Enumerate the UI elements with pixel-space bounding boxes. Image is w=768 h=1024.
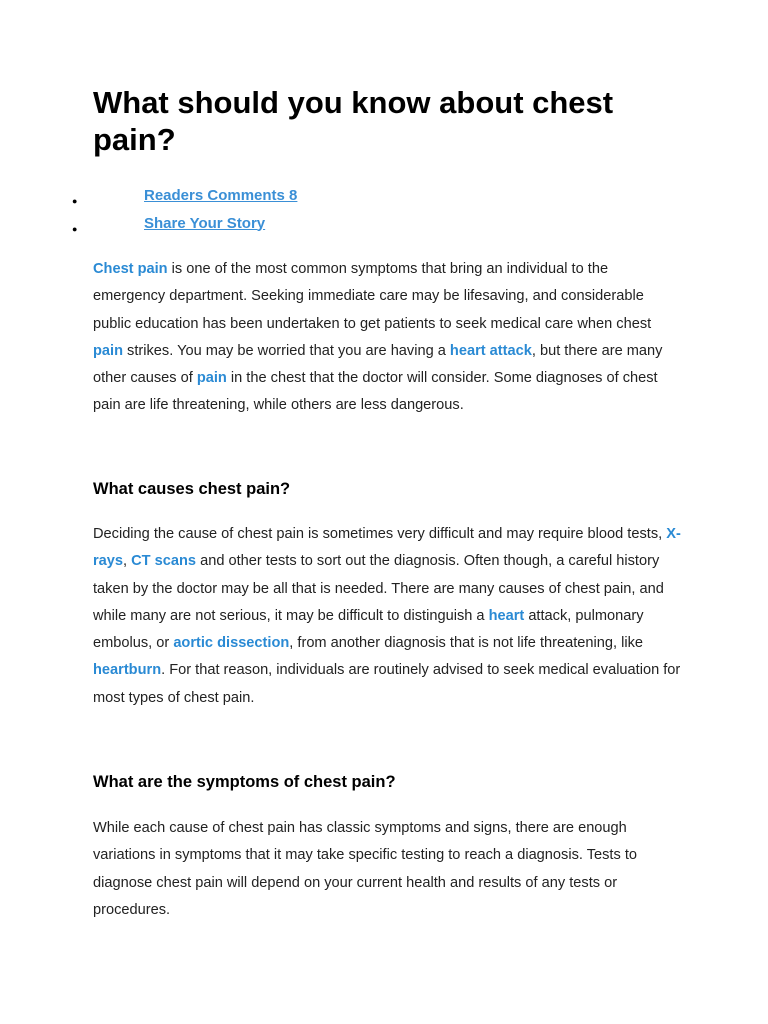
share-your-story-link[interactable]: Share Your Story <box>144 214 266 232</box>
heart-link[interactable]: heart <box>488 607 525 624</box>
pain-link[interactable]: pain <box>93 342 123 359</box>
pain-link[interactable]: pain <box>196 370 227 387</box>
article-title: What should you know about chest pain? <box>93 85 614 157</box>
ct-scans-link[interactable]: CT scans <box>131 553 197 570</box>
heartburn-link[interactable]: heartburn <box>93 662 162 679</box>
paragraph-text: in the chest that the doctor will consider. Some diagnoses of chest pain are life threatening, while others are less dangerous. <box>93 370 658 414</box>
list-item <box>0 212 768 240</box>
article-actions-list <box>0 184 768 239</box>
intro-paragraph <box>93 256 683 420</box>
paragraph-text: Deciding the cause of chest pain is sometimes very difficult and may require blood tests, <box>93 526 667 542</box>
chest-pain-link[interactable]: Chest pain <box>93 261 168 277</box>
aortic-dissection-link[interactable]: aortic dissection <box>173 635 290 652</box>
bullet-icon: ● <box>72 223 78 234</box>
paragraph-text: strikes. You may be worried that you are having a <box>123 342 450 359</box>
paragraph-text: attack, pulmonary embolus, or <box>93 607 644 652</box>
paragraph-text: and other tests to sort out the diagnosis. Often though, a careful history taken by the doctor may be all that is needed. There are many causes of chest pain, and while many are not serious, it may be difficult to distinguish a <box>93 553 664 624</box>
symptoms-paragraph: While each cause of chest pain has classic symptoms and signs, there are enough variations in symptoms that it may take specific testing to reach a diagnosis. Tests to diagnose chest pain will depend on your current health and results of any tests or procedures. <box>93 820 638 918</box>
paragraph-text: , from another diagnosis that is not life threatening, like <box>289 635 643 652</box>
symptoms-heading: What are the symptoms of chest pain? <box>93 773 396 791</box>
list-item <box>0 184 768 212</box>
heart-attack-link[interactable]: heart attack <box>449 342 532 359</box>
bullet-icon: ● <box>72 196 78 206</box>
paragraph-text: . For that reason, individuals are routinely advised to seek medical evaluation for most types of chest pain. <box>93 662 681 706</box>
x-rays-link[interactable]: X-rays <box>93 526 681 570</box>
paragraph-text: , but there are many other causes of <box>93 342 663 387</box>
readers-comments-link[interactable]: Readers Comments 8 <box>144 187 298 204</box>
causes-paragraph <box>93 521 683 712</box>
paragraph-text: is one of the most common symptoms that bring an individual to the emergency department. Seeking immediate care may be lifesaving, and considerable public education has been undertaken to get patients to seek medical care when chest <box>93 261 652 332</box>
paragraph-text: , <box>123 553 132 570</box>
causes-heading: What causes chest pain? <box>93 480 291 498</box>
